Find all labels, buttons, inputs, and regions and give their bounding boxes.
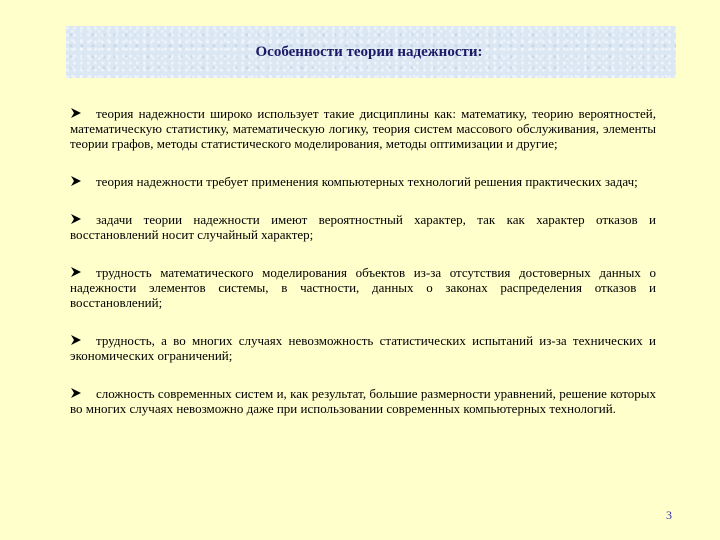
- arrowhead-bullet-icon: [70, 266, 82, 278]
- arrowhead-bullet-icon: [70, 387, 82, 399]
- list-item: [70, 386, 656, 416]
- list-item-text: теория надежности широко использует такие дисциплины как: математику, теорию вероятностей, математическую статистику, математическую логику, теория систем массового обслуживания, элементы теории графов, методы статистического моделирования, методы оптимизации и другие;: [70, 106, 656, 151]
- list-item: [70, 265, 656, 310]
- arrowhead-bullet-icon: [70, 213, 82, 225]
- list-item-text: теория надежности требует применения компьютерных технологий решения практических задач;: [96, 174, 638, 189]
- list-item-text: задачи теории надежности имеют вероятностный характер, так как характер отказов и восстановлений носит случайный характер;: [70, 212, 656, 242]
- list-item-text: трудность математического моделирования объектов из-за отсутствия достоверных данных о надежности элементов системы, в частности, данных о законах распределения отказов и восстановлений;: [70, 265, 656, 310]
- list-item: [70, 174, 656, 189]
- list-item: [70, 212, 656, 242]
- list-item-text: трудность, а во многих случаях невозможность статистических испытаний из-за технических и экономических ограничений;: [70, 333, 656, 363]
- list-item-text: сложность современных систем и, как результат, большие размерности уравнений, решение которых во многих случаях невозможно даже при использовании современных компьютерных технологий.: [70, 386, 656, 416]
- list-item: [70, 106, 656, 151]
- page-number: 3: [666, 508, 672, 522]
- arrowhead-bullet-icon: [70, 334, 82, 346]
- list-item: [70, 333, 656, 363]
- title-band: [66, 26, 676, 78]
- bullet-list: [70, 106, 656, 416]
- arrowhead-bullet-icon: [70, 175, 82, 187]
- slide-title: Особенности теории надежности:: [255, 43, 483, 60]
- arrowhead-bullet-icon: [70, 107, 82, 119]
